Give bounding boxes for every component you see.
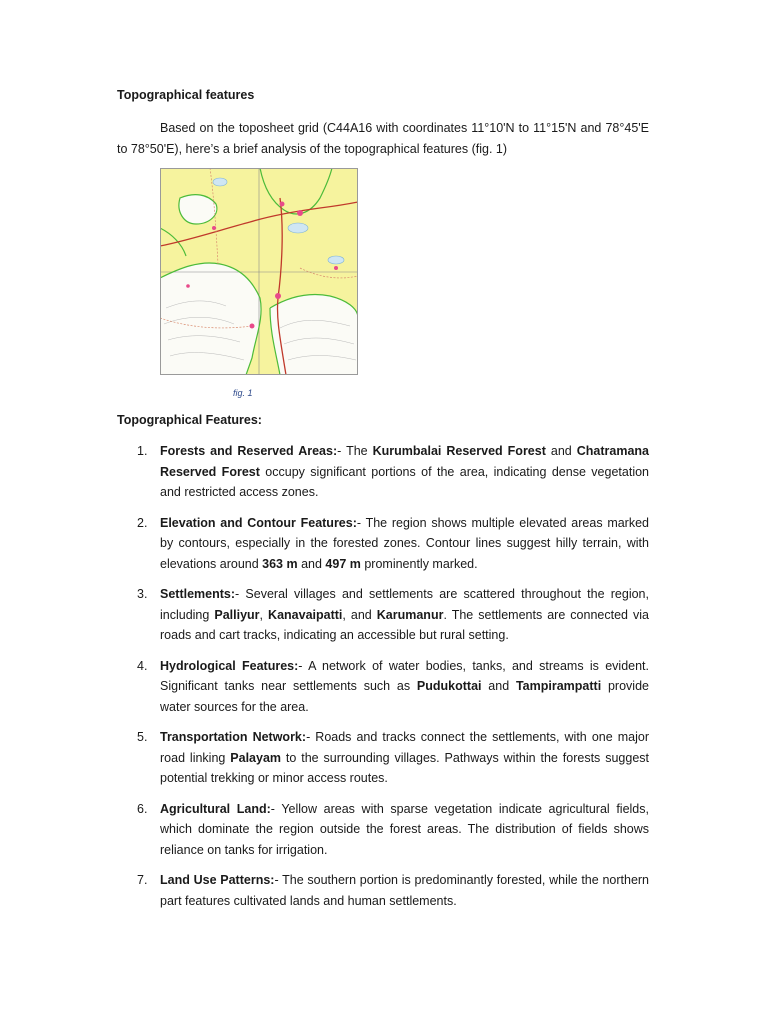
forest-region-west	[160, 263, 261, 375]
feature-item-4	[137, 656, 650, 718]
feature-number: 4.	[137, 658, 148, 673]
feature-text: prominently marked.	[360, 556, 478, 571]
feature-number: 7.	[137, 873, 148, 887]
feature-bold-text: Agricultural Land:	[160, 801, 271, 816]
features-subheading: Topographical Features:	[117, 413, 262, 427]
feature-text: - Roads and tracks connect the settlements, with one major road linking	[160, 730, 649, 765]
feature-number: 3.	[137, 587, 148, 601]
feature-bold-text: Hydrological Features:	[160, 658, 299, 673]
feature-bold-text: Kurumbalai Reserved Forest	[372, 444, 546, 458]
feature-number: 6.	[137, 801, 148, 816]
feature-bold-text: Elevation and Contour Features:	[160, 515, 357, 530]
feature-text: - The	[337, 444, 373, 458]
feature-bold-text: Land Use Patterns:	[160, 873, 275, 887]
feature-bold-text: Transportation Network:	[160, 730, 307, 744]
feature-text: and	[481, 679, 516, 693]
feature-bold-text: 363 m	[262, 556, 298, 571]
section-heading: Topographical features	[117, 88, 255, 102]
feature-number: 5.	[137, 730, 148, 744]
toposheet-map-image	[160, 168, 358, 375]
feature-bold-text: Palliyur	[214, 607, 260, 622]
feature-bold-text: Settlements:	[160, 587, 236, 601]
feature-text: ,	[259, 607, 269, 622]
feature-text: occupy significant portions of the area, indicating dense vegetation and restricted access zones.	[160, 464, 649, 499]
feature-item-1	[137, 441, 649, 503]
feature-item-5	[137, 727, 649, 789]
features-list	[137, 441, 650, 921]
feature-bold-text: Pudukottai	[416, 679, 482, 693]
feature-item-2	[137, 513, 649, 575]
feature-text: - Several villages and settlements are scattered throughout the region, including	[160, 587, 649, 622]
feature-text: - A network of water bodies, tanks, and streams is evident. Significant tanks near settlements such as	[160, 658, 650, 693]
figure-caption: fig. 1	[233, 388, 253, 398]
feature-text: . The settlements are connected via roads and cart tracks, indicating an accessible but rural setting.	[160, 607, 649, 642]
intro-paragraph: Based on the toposheet grid (C44A16 with coordinates 11°10'N to 11°15'N and 78°45'E to 78°50'E), here’s a brief analysis of the topographical features (fig. 1)	[117, 121, 649, 156]
feature-text: and	[297, 556, 326, 571]
feature-item-7	[137, 870, 650, 911]
feature-text: - The southern portion is predominantly forested, while the northern part features cultivated lands and human settlements.	[160, 873, 650, 908]
feature-bold-text: Forests and Reserved Areas:	[160, 444, 338, 458]
feature-item-3	[137, 584, 649, 646]
feature-text: - The region shows multiple elevated areas marked by contours, especially in the forested zones. Contour lines suggest hilly terrain, with elevations around	[160, 515, 649, 571]
feature-bold-text: Palayam	[230, 750, 282, 765]
feature-bold-text: 497 m	[325, 556, 361, 571]
feature-text: provide water sources for the area.	[160, 679, 649, 714]
feature-bold-text: Kanavaipatti	[268, 607, 343, 622]
feature-text: , and	[342, 607, 377, 622]
feature-text: - Yellow areas with sparse vegetation indicate agricultural fields, which dominate the region outside the forest areas. The distribution of fields shows reliance on tanks for irrigation.	[160, 801, 649, 857]
feature-text: and	[545, 444, 577, 458]
feature-number: 1.	[137, 444, 148, 458]
feature-number: 2.	[137, 515, 148, 530]
feature-bold-text: Karumanur	[376, 607, 444, 622]
feature-text: to the surrounding villages. Pathways within the forests suggest potential trekking or minor access routes.	[160, 750, 649, 785]
feature-item-6	[137, 799, 649, 861]
feature-bold-text: Chatramana Reserved Forest	[160, 444, 649, 479]
forest-region-south	[270, 295, 358, 376]
feature-bold-text: Tampirampatti	[515, 679, 602, 693]
